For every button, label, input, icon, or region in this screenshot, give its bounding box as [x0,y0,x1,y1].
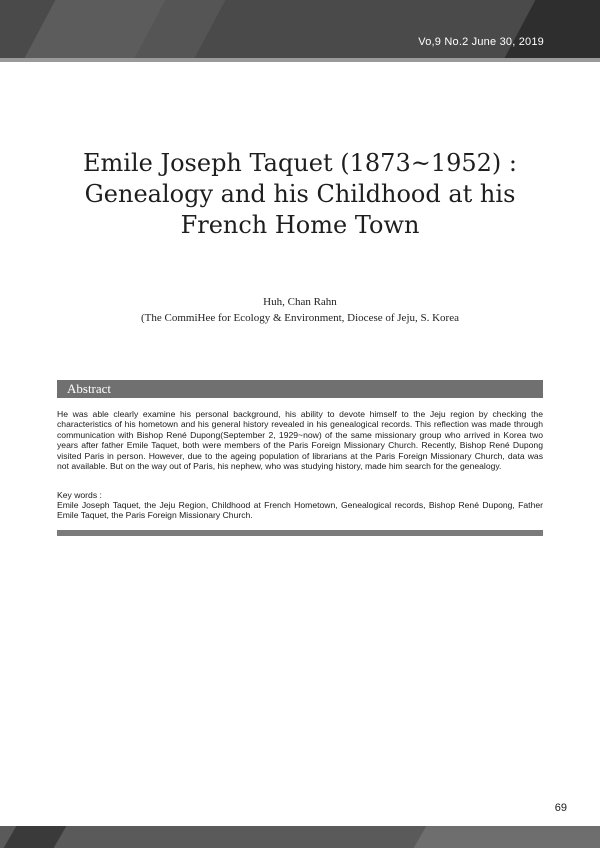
footer-band [0,826,600,848]
abstract-bottom-rule [57,530,543,536]
keywords-text: Emile Joseph Taquet, the Jeju Region, Childhood at French Hometown, Genealogical records, Bishop René Dupong, Father Emile Taquet, the Paris Foreign Missionary Church. [57,500,543,521]
header-rule [0,58,600,62]
footer-stripe [4,826,67,848]
issue-info: Vo,9 No.2 June 30, 2019 [418,36,544,48]
title-line-1: Emile Joseph Taquet (1873~1952) : [83,149,517,177]
abstract-heading: Abstract [67,381,112,396]
abstract-text: He was able clearly examine his personal background, his ability to devote himself to the Jeju region by checking the characteristics of his hometown and his general history revealed in his genealogical records. This reflection was made through communication with Bishop René Dupong(September 2, 1929~now) of the same missionary group who arrived in Korea two years after father Emile Taquet, both were members of the Paris Foreign Missionary Church. Recently, Bishop René Dupong visited Paris in person. However, due to the ageing population of librarians at the Paris Foreign Missionary Church, data was not available. But on the way out of Paris, his nephew, who was studying history, made him search for the genealogy. [57,409,543,472]
keywords-label: Key words : [57,490,102,500]
header-band [0,0,600,58]
author-affiliation: (The CommiHee for Ecology & Environment, Diocese of Jeju, S. Korea [140,312,459,324]
title-line-3: French Home Town [180,211,420,239]
page-number: 69 [554,802,567,814]
title-line-2: Genealogy and his Childhood at his [84,180,516,208]
paper-title [40,148,560,241]
abstract-heading-bar [57,380,543,398]
header-stripe [505,0,600,58]
footer-stripe [414,826,600,848]
author-name: Huh, Chan Rahn [263,296,337,308]
